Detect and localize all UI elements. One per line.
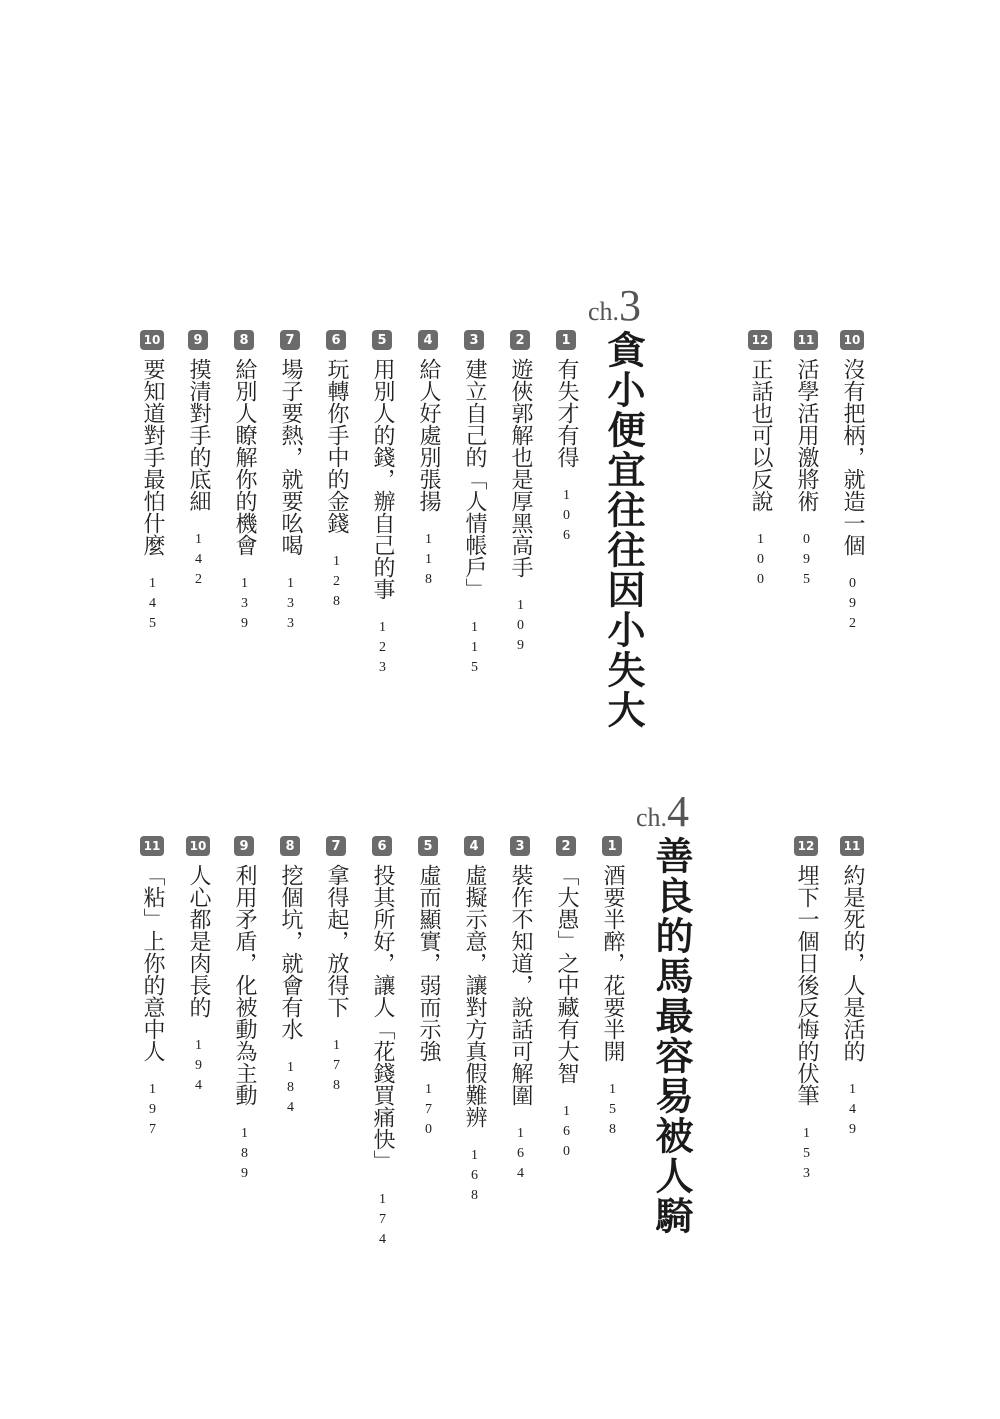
item-number-badge: 4 xyxy=(464,836,484,856)
item-number-badge: 2 xyxy=(556,836,576,856)
toc-item[interactable] xyxy=(786,330,826,592)
item-number-badge: 6 xyxy=(326,330,346,350)
item-number-badge: 10 xyxy=(186,836,210,856)
item-page: 128 xyxy=(329,554,344,614)
toc-item[interactable] xyxy=(224,330,264,636)
item-title: 拿得起，放得下 xyxy=(324,864,349,1018)
item-title: 投其所好，讓人「花錢買痛快」 xyxy=(370,864,395,1172)
item-title: 要知道對手最怕什麼 xyxy=(140,358,165,556)
toc-item[interactable] xyxy=(316,836,356,1098)
item-page: 145 xyxy=(145,576,160,636)
item-title: 活學活用激將術 xyxy=(794,358,819,512)
item-title: 約是死的，人是活的 xyxy=(840,864,865,1062)
item-page: 092 xyxy=(845,576,860,636)
item-page: 149 xyxy=(845,1082,860,1142)
item-page: 100 xyxy=(753,532,768,592)
item-page: 189 xyxy=(237,1126,252,1186)
item-number-badge: 5 xyxy=(372,330,392,350)
item-title: 人心都是肉長的 xyxy=(186,864,211,1018)
chapter-label xyxy=(588,280,641,331)
item-page: 109 xyxy=(513,598,528,658)
item-page: 184 xyxy=(283,1060,298,1120)
toc-item[interactable] xyxy=(546,836,586,1164)
item-number-badge: 12 xyxy=(794,836,818,856)
item-number-badge: 12 xyxy=(748,330,772,350)
item-page: 158 xyxy=(605,1082,620,1142)
toc-item[interactable] xyxy=(132,330,172,636)
toc-item[interactable] xyxy=(178,330,218,592)
item-title: 虛擬示意，讓對方真假難辨 xyxy=(462,864,487,1128)
toc-item[interactable] xyxy=(592,836,632,1142)
toc-item[interactable] xyxy=(500,330,540,658)
chapter-prefix: ch. xyxy=(636,803,668,832)
toc-item[interactable] xyxy=(316,330,356,614)
item-title: 玩轉你手中的金錢 xyxy=(324,358,349,534)
item-page: 095 xyxy=(799,532,814,592)
toc-item[interactable] xyxy=(224,836,264,1186)
toc-item[interactable] xyxy=(500,836,540,1186)
item-number-badge: 11 xyxy=(140,836,164,856)
item-title: 沒有把柄，就造一個 xyxy=(840,358,865,556)
item-page: 123 xyxy=(375,620,390,680)
item-number-badge: 1 xyxy=(556,330,576,350)
chapter-title: 貪小便宜往往因小失大 xyxy=(601,330,646,730)
toc-item[interactable] xyxy=(178,836,218,1098)
item-title: 摸清對手的底細 xyxy=(186,358,211,512)
item-title: 裝作不知道，說話可解圍 xyxy=(508,864,533,1106)
item-title: 給人好處別張揚 xyxy=(416,358,441,512)
item-title: 虛而顯實，弱而示強 xyxy=(416,864,441,1062)
item-title: 利用矛盾，化被動為主動 xyxy=(232,864,257,1106)
chapter-label xyxy=(636,786,689,837)
toc-item[interactable] xyxy=(740,330,780,592)
item-title: 有失才有得 xyxy=(554,358,579,468)
item-page: 115 xyxy=(467,620,482,680)
item-title: 正話也可以反說 xyxy=(748,358,773,512)
item-page: 164 xyxy=(513,1126,528,1186)
item-page: 133 xyxy=(283,576,298,636)
item-title: 場子要熱，就要吆喝 xyxy=(278,358,303,556)
item-number-badge: 11 xyxy=(794,330,818,350)
item-number-badge: 8 xyxy=(280,836,300,856)
item-number-badge: 9 xyxy=(234,836,254,856)
item-page: 160 xyxy=(559,1104,574,1164)
toc-item[interactable] xyxy=(270,836,310,1120)
item-title: 遊俠郭解也是厚黑高手 xyxy=(508,358,533,578)
item-page: 118 xyxy=(421,532,436,592)
chapter-number: 3 xyxy=(619,281,642,330)
toc-item[interactable] xyxy=(362,330,402,680)
toc-item[interactable] xyxy=(132,836,172,1142)
item-number-badge: 2 xyxy=(510,330,530,350)
item-title: 用別人的錢，辦自己的事 xyxy=(370,358,395,600)
item-title: 酒要半醉，花要半開 xyxy=(600,864,625,1062)
item-number-badge: 3 xyxy=(510,836,530,856)
toc-item[interactable] xyxy=(546,330,586,548)
chapter-prefix: ch. xyxy=(588,297,620,326)
item-number-badge: 4 xyxy=(418,330,438,350)
item-number-badge: 1 xyxy=(602,836,622,856)
item-number-badge: 8 xyxy=(234,330,254,350)
item-page: 194 xyxy=(191,1038,206,1098)
item-number-badge: 9 xyxy=(188,330,208,350)
item-page: 168 xyxy=(467,1148,482,1208)
item-page: 174 xyxy=(375,1192,390,1252)
chapter-title: 善良的馬最容易被人騎 xyxy=(649,836,694,1236)
item-page: 170 xyxy=(421,1082,436,1142)
item-number-badge: 3 xyxy=(464,330,484,350)
toc-item[interactable] xyxy=(270,330,310,636)
item-number-badge: 7 xyxy=(326,836,346,856)
item-title: 「大愚」之中藏有大智 xyxy=(554,864,579,1084)
item-number-badge: 10 xyxy=(840,330,864,350)
toc-item[interactable] xyxy=(408,330,448,592)
item-title: 給別人瞭解你的機會 xyxy=(232,358,257,556)
item-page: 139 xyxy=(237,576,252,636)
item-number-badge: 7 xyxy=(280,330,300,350)
item-page: 142 xyxy=(191,532,206,592)
item-title: 埋下一個日後反悔的伏筆 xyxy=(794,864,819,1106)
item-title: 挖個坑，就會有水 xyxy=(278,864,303,1040)
item-number-badge: 6 xyxy=(372,836,392,856)
item-number-badge: 5 xyxy=(418,836,438,856)
item-title: 建立自己的「人情帳戶」 xyxy=(462,358,487,600)
chapter-number: 4 xyxy=(667,787,690,836)
item-number-badge: 11 xyxy=(840,836,864,856)
toc-item[interactable] xyxy=(454,330,494,680)
toc-item[interactable] xyxy=(832,836,872,1142)
item-page: 153 xyxy=(799,1126,814,1186)
item-number-badge: 10 xyxy=(140,330,164,350)
item-title: 「粘」上你的意中人 xyxy=(140,864,165,1062)
toc-item[interactable] xyxy=(786,836,826,1186)
toc-item[interactable] xyxy=(832,330,872,636)
toc-item[interactable] xyxy=(454,836,494,1208)
item-page: 106 xyxy=(559,488,574,548)
item-page: 197 xyxy=(145,1082,160,1142)
toc-item[interactable] xyxy=(362,836,402,1252)
toc-item[interactable] xyxy=(408,836,448,1142)
item-page: 178 xyxy=(329,1038,344,1098)
